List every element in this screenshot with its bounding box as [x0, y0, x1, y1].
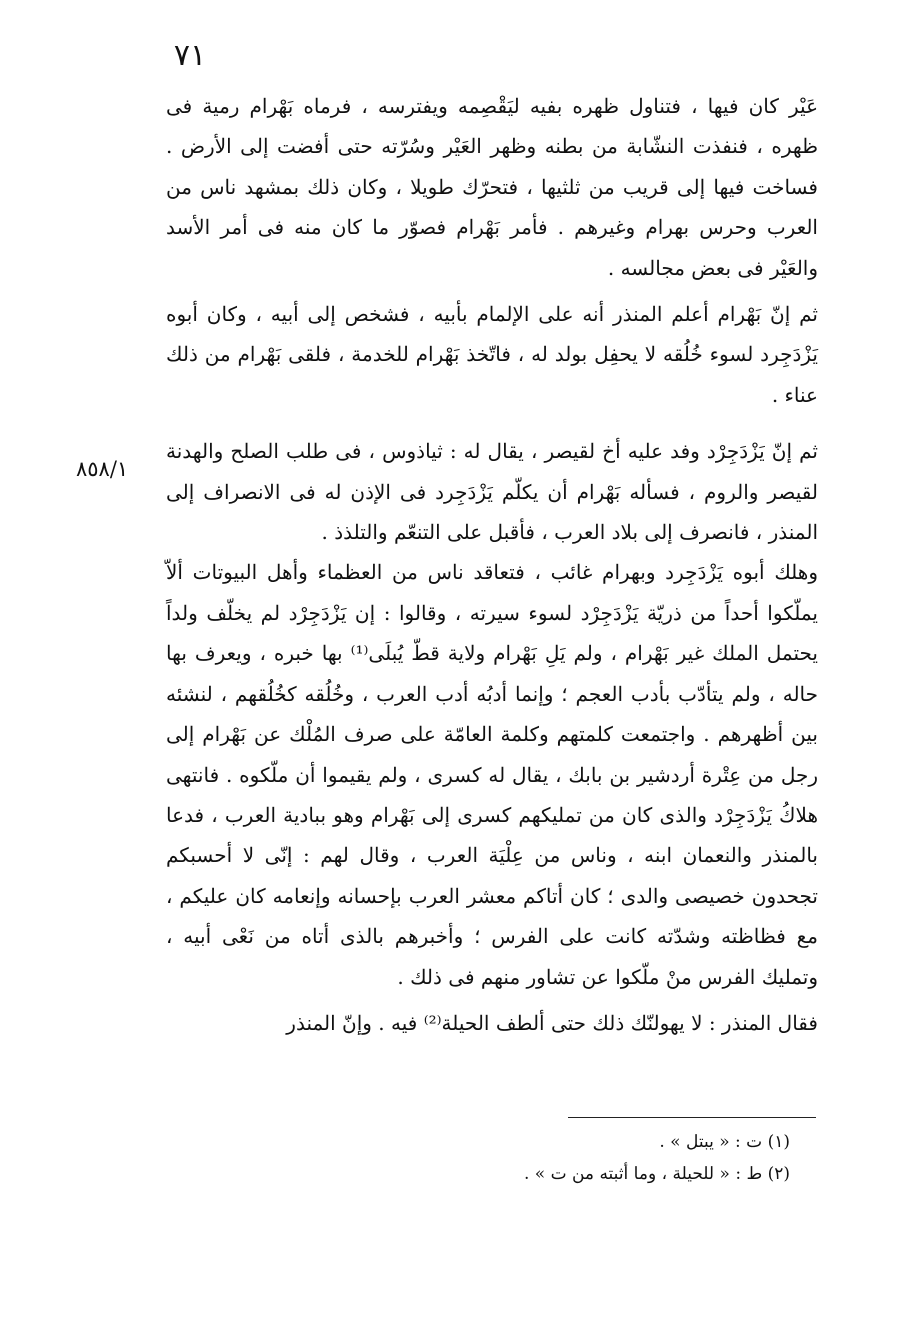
- paragraph: ثم إنّ يَزْدَجِرْد وفد عليه أخ لقيصر ، يقال له : ثياذوس ، فى طلب الصلح والهدنة لقيصر والروم ، فسأله بَهْرام أن يكلّم يَزْدَجِرد فى الإذن له فى الانصراف إلى المنذر ، فانصرف إلى بلاد العرب ، فأقبل على التنعّم والتلذذ .: [166, 439, 818, 545]
- main-text: [166, 86, 818, 1043]
- paragraph: عَيْر كان فيها ، فتناول ظهره بفيه ليَقْصِمه ويفترسه ، فرماه بَهْرام رمية فى ظهره ، فنفذت النشّابة من بطنه وظهر العَيْر وسُرّته حتى أفضت إلى الأرض . فساخت فيها إلى قريب من ثلثيها ، فتحرّك طويلا ، وكان ذلك بمشهد ناس من العرب وحرس بهرام وغيرهم . فأمر بَهْرام فصوّر ما كان منه فى أمر الأسد والعَيْر فى بعض مجالسه .: [166, 94, 818, 280]
- footnote: (١) ت : « يبتل » .: [659, 1132, 790, 1152]
- page-number: ٧١: [173, 38, 207, 73]
- paragraph: وهلك أبوه يَزْدَجِرد وبهرام غائب ، فتعاقد ناس من العظماء وأهل البيوتات ألاّ يملّكوا أحداً من ذريّة يَزْدَجِرْد لسوء سيرته ، وقالوا : إن يَزْدَجِرْد لم يخلّف ولداً يحتمل الملك غير بَهْرام ، ولم يَلِ بَهْرام ولاية قطّ يُبلَى⁽¹⁾ بها خبره ، ويعرف بها حاله ، ولم يتأدّب بأدب العجم ؛ وإنما أدبُه أدب العرب ، وخُلُقه كخُلُقهم ، لنشئه بين أظهرهم . واجتمعت كلمتهم وكلمة العامّة على صرف المُلْك عن بَهْرام إلى رجل من عِتْرة أردشير بن بابك ، يقال له كسرى ، ولم يقيموا أن ملّكوه . فانتهى هلاكُ يَزْدَجِرْد والذى كان من تمليكهم كسرى إلى بَهْرام وهو ببادية العرب ، فدعا بالمنذر والنعمان ابنه ، وناس من عِلْيَة العرب ، وقال لهم : إنّى لا أحسبكم تجحدون خصيصى والدى ؛ كان أتاكم معشر العرب بإحسانه وإنعامه كان عليكم ، مع فظاظته وشدّته كانت على الفرس ؛ وأخبرهم بالذى أتاه من نَعْى أبيه ، وتمليك الفرس منْ ملّكوا عن تشاور منهم فى ذلك .: [166, 560, 819, 989]
- margin-reference-note: ٨٥٨/١: [76, 457, 129, 481]
- footnote-separator: [568, 1117, 816, 1118]
- paragraph: فقال المنذر : لا يهولنّك ذلك حتى ألطف الحيلة⁽²⁾ فيه . وإنّ المنذر: [286, 1010, 818, 1035]
- paragraph: ثم إنّ بَهْرام أعلم المنذر أنه على الإلمام بأبيه ، فشخص إلى أبيه ، وكان أبوه يَزْدَجِرد لسوء خُلُقه لا يحفِل بولد له ، فاتّخذ بَهْرام للخدمة ، فلقى بَهْرام من ذلك عناء .: [166, 302, 818, 407]
- footnotes: [380, 1126, 790, 1190]
- footnote: (٢) ط : « للحيلة ، وما أثبته من ت » .: [523, 1164, 790, 1184]
